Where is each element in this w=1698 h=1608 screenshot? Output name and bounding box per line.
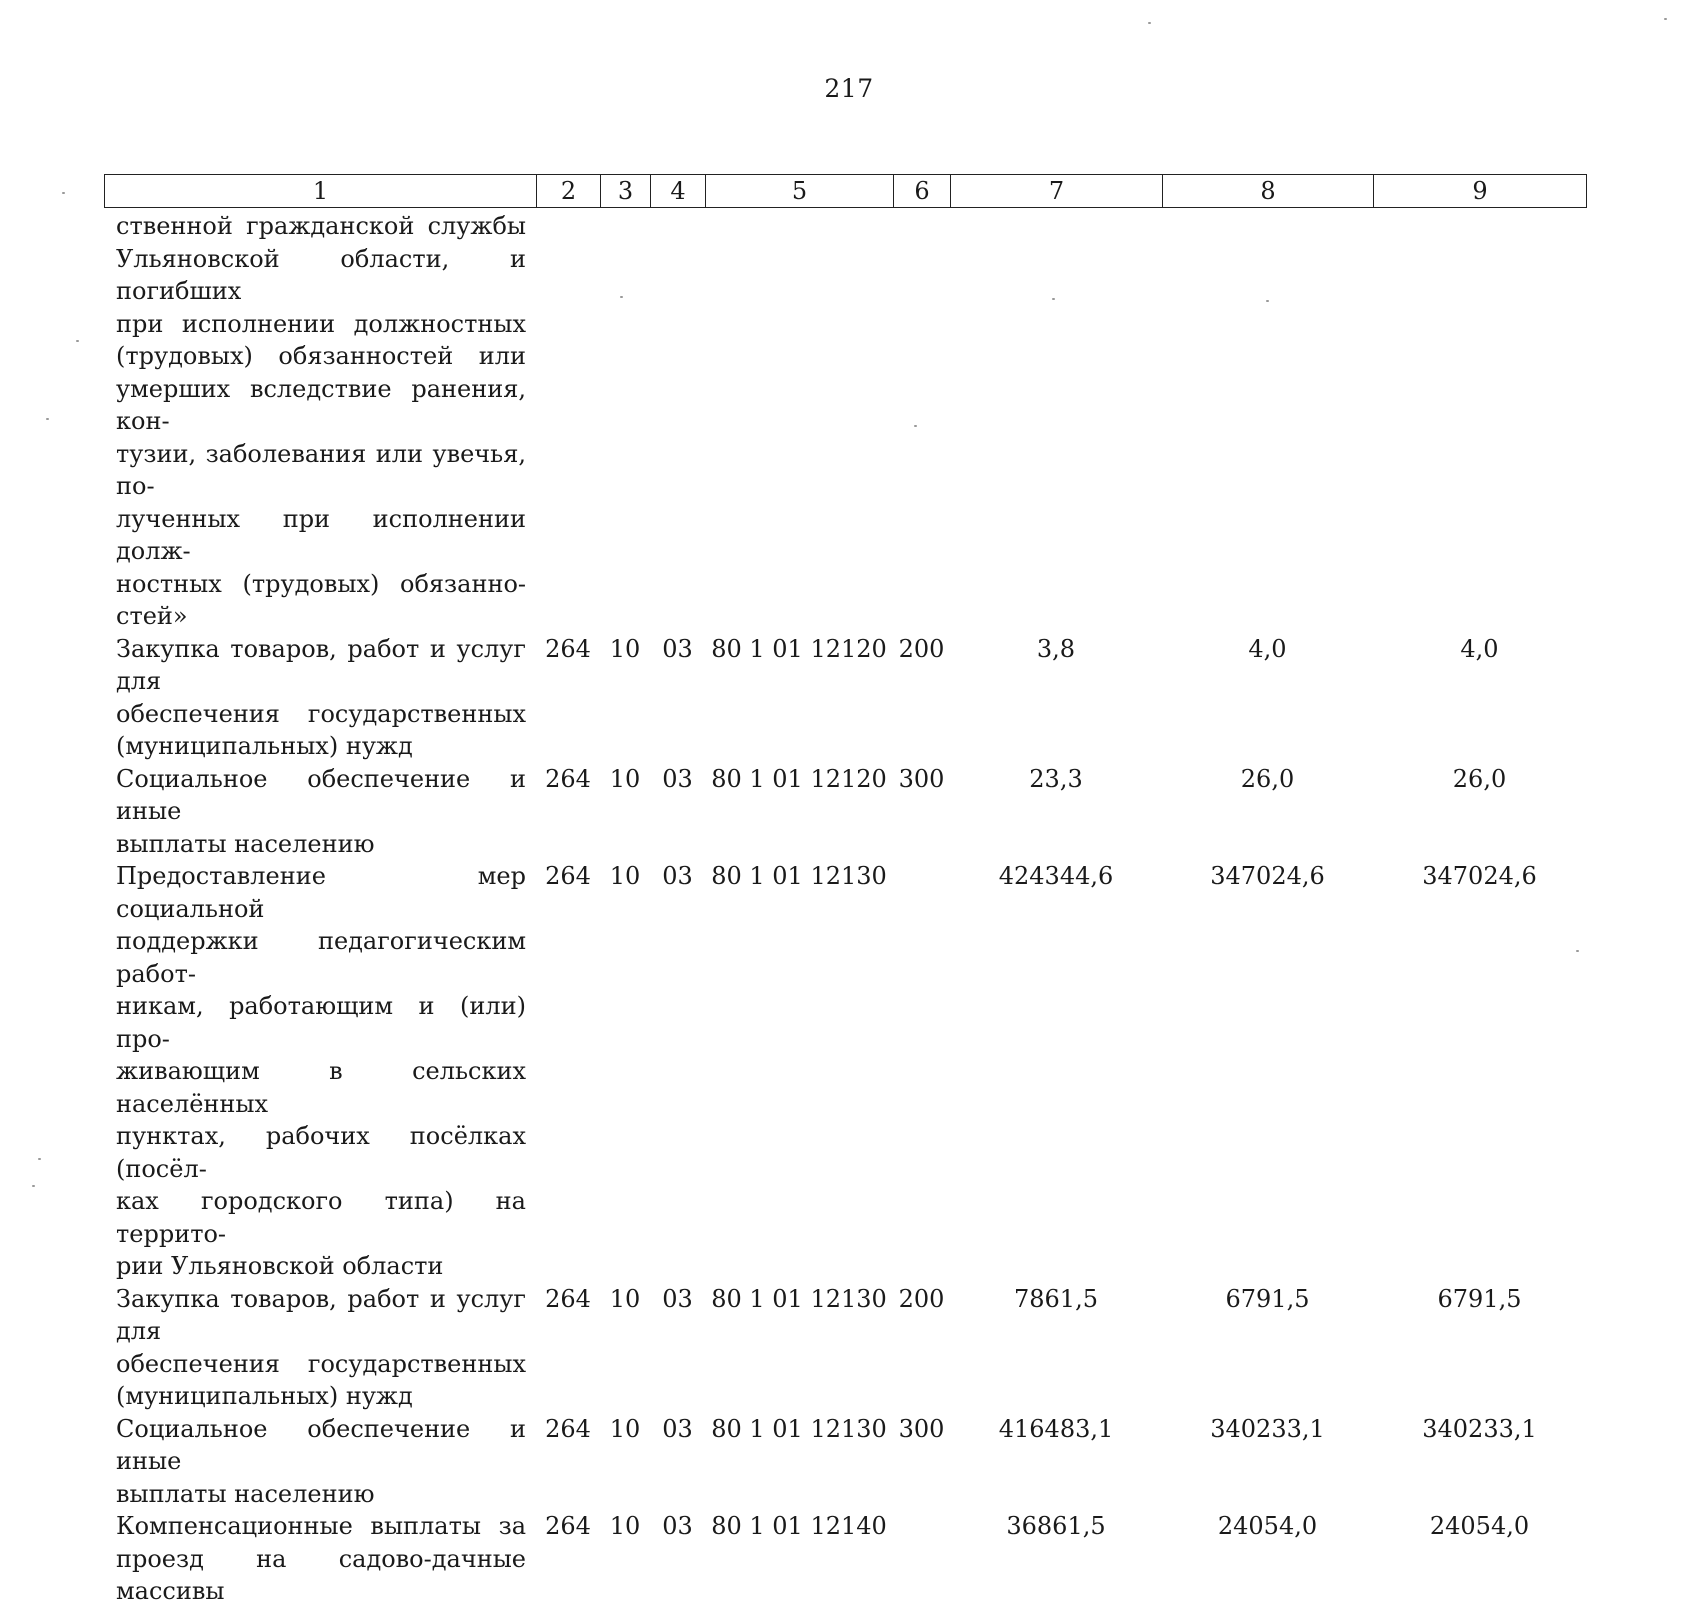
column-header-1: 1	[105, 175, 537, 208]
description-line: Предоставление мер социальной	[116, 862, 526, 923]
column-header-3: 3	[601, 175, 651, 208]
amount-col-8: 6791,5	[1225, 1284, 1310, 1313]
table-row	[104, 210, 1586, 633]
description-line: (муниципальных) нужд	[116, 732, 413, 760]
description-line: Социальное обеспечение и иные	[116, 1414, 526, 1475]
amount-col-8: 4,0	[1248, 634, 1287, 663]
scan-speck	[620, 296, 623, 298]
column-header-8: 8	[1163, 175, 1374, 208]
subsection-code: 03	[662, 1414, 693, 1443]
amount-col-9: 26,0	[1452, 764, 1507, 793]
description-line: Закупка товаров, работ и услуг для	[116, 634, 526, 695]
expense-type-code: 300	[898, 1414, 945, 1443]
description-line: выплаты населению	[116, 1479, 375, 1508]
section-code: 264	[545, 764, 591, 793]
row-description	[104, 763, 536, 861]
section-code: 264	[545, 634, 591, 663]
expense-type-code: 200	[898, 634, 945, 663]
scan-speck	[1052, 298, 1055, 300]
scan-speck	[76, 340, 79, 342]
amount-col-9: 4,0	[1460, 634, 1499, 663]
amount-col-9: 340233,1	[1422, 1414, 1537, 1443]
scan-speck	[1576, 950, 1579, 952]
column-header-row	[104, 174, 1587, 208]
scan-speck	[914, 425, 917, 427]
table-row	[104, 1283, 1586, 1413]
target-article-code: 80 1 01 12120	[711, 634, 887, 663]
target-article-code: 80 1 01 12140	[711, 1512, 887, 1540]
chapter-code: 10	[609, 634, 641, 663]
description-line: при исполнении должностных	[116, 309, 526, 338]
table-row	[104, 633, 1586, 763]
description-line: Социальное обеспечение и иные	[116, 764, 526, 825]
amount-col-9: 6791,5	[1437, 1284, 1522, 1313]
amount-col-7: 7861,5	[1014, 1284, 1098, 1313]
table-row	[104, 763, 1586, 861]
amount-col-8: 347024,6	[1210, 862, 1325, 890]
table-row	[104, 1413, 1586, 1511]
amount-col-9: 347024,6	[1422, 862, 1537, 890]
amount-col-8: 26,0	[1240, 764, 1295, 793]
target-article-code: 80 1 01 12130	[711, 1284, 887, 1313]
description-line: лученных при исполнении долж-	[116, 504, 526, 565]
description-line: никам, работающим и (или) про-	[116, 992, 526, 1053]
scan-speck	[1664, 18, 1667, 20]
row-description	[104, 1413, 536, 1511]
description-line: (муниципальных) нужд	[116, 1382, 413, 1410]
description-line: выплаты населению	[116, 829, 375, 858]
subsection-code: 03	[662, 634, 693, 663]
description-line: умерших вследствие ранения, кон-	[116, 374, 526, 435]
row-description	[104, 1283, 536, 1413]
description-line: Ульяновской области, и погибших	[116, 244, 526, 305]
description-line: Закупка товаров, работ и услуг для	[116, 1284, 526, 1345]
scan-speck	[1148, 22, 1151, 24]
row-description	[104, 633, 536, 763]
amount-col-8: 340233,1	[1210, 1414, 1325, 1443]
column-header-6: 6	[894, 175, 951, 208]
row-description	[104, 210, 536, 633]
chapter-code: 10	[609, 1284, 641, 1313]
chapter-code: 10	[609, 1512, 641, 1540]
scan-speck	[32, 1185, 35, 1187]
amount-col-9: 24054,0	[1429, 1512, 1530, 1540]
amount-col-7: 424344,6	[998, 862, 1114, 890]
subsection-code: 03	[662, 862, 693, 890]
row-description	[104, 860, 536, 1283]
description-line: пунктах, рабочих посёлках (посёл-	[116, 1122, 526, 1183]
description-line: ках городского типа) на террито-	[116, 1187, 526, 1248]
page-number: 217	[824, 74, 874, 103]
amount-col-7: 416483,1	[998, 1414, 1114, 1443]
column-header-9: 9	[1374, 175, 1587, 208]
description-line: поддержки педагогическим работ-	[116, 927, 526, 988]
section-code: 264	[545, 1512, 591, 1540]
table-row	[104, 860, 1586, 1283]
description-line: ственной гражданской службы	[116, 212, 526, 240]
target-article-code: 80 1 01 12130	[711, 862, 887, 890]
expense-type-code: 300	[898, 764, 945, 793]
description-line: обеспечения государственных	[116, 1349, 526, 1378]
description-line: стей»	[116, 602, 188, 630]
description-line: рии Ульяновской области	[116, 1252, 444, 1280]
chapter-code: 10	[609, 764, 641, 793]
description-line: тузии, заболевания или увечья, по-	[116, 439, 526, 500]
scan-speck	[62, 192, 65, 194]
section-code: 264	[545, 1414, 591, 1443]
expense-type-code: 200	[898, 1284, 945, 1313]
section-code: 264	[545, 1284, 591, 1313]
description-line: живающим в сельских населённых	[116, 1057, 526, 1118]
table-row	[104, 1510, 1586, 1608]
scan-speck	[46, 418, 49, 420]
column-header-4: 4	[651, 175, 706, 208]
column-header-2: 2	[537, 175, 601, 208]
scan-speck	[38, 1158, 41, 1160]
table-body	[104, 210, 1586, 1608]
column-header-5: 5	[706, 175, 894, 208]
target-article-code: 80 1 01 12120	[711, 764, 887, 793]
amount-col-7: 36861,5	[1006, 1512, 1106, 1540]
amount-col-7: 23,3	[1029, 764, 1083, 793]
target-article-code: 80 1 01 12130	[711, 1414, 887, 1443]
section-code: 264	[545, 862, 591, 890]
description-line: Компенсационные выплаты за	[116, 1512, 526, 1540]
subsection-code: 03	[662, 764, 693, 793]
amount-col-7: 3,8	[1036, 634, 1076, 663]
chapter-code: 10	[609, 862, 641, 890]
row-description	[104, 1510, 536, 1608]
description-line: проезд на садово-дачные массивы	[116, 1544, 526, 1605]
scan-speck	[1266, 300, 1269, 302]
description-line: ностных (трудовых) обязанно-	[116, 569, 526, 598]
description-line: (трудовых) обязанностей или	[116, 342, 526, 370]
amount-col-8: 24054,0	[1217, 1512, 1318, 1540]
subsection-code: 03	[662, 1284, 693, 1313]
chapter-code: 10	[609, 1414, 641, 1443]
column-header-7: 7	[951, 175, 1163, 208]
subsection-code: 03	[662, 1512, 693, 1540]
description-line: обеспечения государственных	[116, 699, 526, 728]
